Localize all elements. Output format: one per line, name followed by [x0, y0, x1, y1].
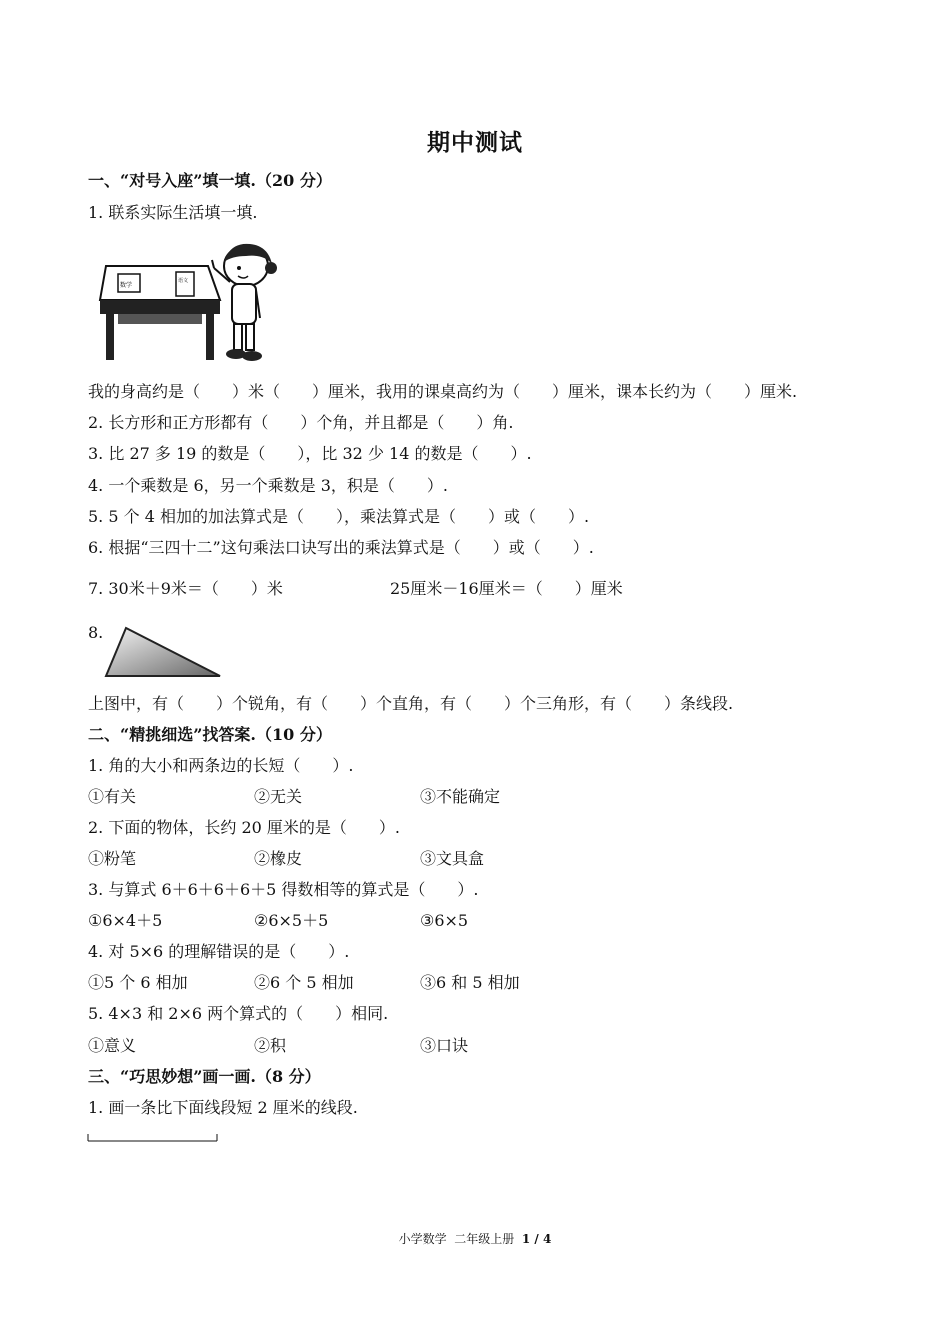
question-1-1: 1. 联系实际生活填一填. [88, 203, 258, 222]
reference-line-segment [86, 1132, 222, 1144]
question-2-3: 3. 与算式 6＋6＋6＋6＋5 得数相等的算式是（ ）. [88, 880, 479, 899]
desk-book-left: 数学 [120, 282, 133, 289]
question-2-1: 1. 角的大小和两条边的长短（ ）. [88, 756, 354, 775]
question-1-4: 4. 一个乘数是 6，另一个乘数是 3，积是（ ）. [88, 476, 448, 495]
question-1-5: 5. 5 个 4 相加的加法算式是（ ），乘法算式是（ ）或（ ）. [88, 507, 590, 526]
option-2-5-c: ③口诀 [420, 1036, 469, 1055]
option-2-3-b: ②6×5＋5 [254, 911, 329, 930]
question-1-7b: 25厘米－16厘米＝（ ）厘米 [390, 579, 623, 598]
page-footer [0, 1230, 950, 1247]
option-2-3-a: ①6×4＋5 [88, 911, 163, 930]
question-1-8-number: 8. [88, 623, 104, 642]
question-1-7a: 7. 30米＋9米＝（ ）米 [88, 579, 283, 598]
page-title: 期中测试 [427, 129, 523, 156]
option-2-4-b: ②6 个 5 相加 [254, 973, 354, 992]
option-2-1-b: ②无关 [254, 787, 303, 806]
question-2-2: 2. 下面的物体，长约 20 厘米的是（ ）. [88, 818, 400, 837]
option-2-1-a: ①有关 [88, 787, 137, 806]
question-2-4: 4. 对 5×6 的理解错误的是（ ）. [88, 942, 350, 961]
footer-page-number: 1 / 4 [521, 1232, 552, 1246]
option-2-2-c: ③文具盒 [420, 849, 485, 868]
option-2-4-c: ③6 和 5 相加 [420, 973, 520, 992]
desk-girl-illustration [96, 238, 286, 368]
footer-subject: 小学数学 二年级上册 [398, 1232, 522, 1246]
question-1-2: 2. 长方形和正方形都有（ ）个角，并且都是（ ）角. [88, 413, 514, 432]
section3-heading: 三、“巧思妙想”画一画.（8 分） [88, 1067, 321, 1086]
option-2-1-c: ③不能确定 [420, 787, 501, 806]
desk-book-right: 语文 [178, 278, 189, 284]
option-2-2-a: ①粉笔 [88, 849, 137, 868]
option-2-5-b: ②积 [254, 1036, 287, 1055]
triangle-figure [104, 626, 224, 680]
question-1-8-text: 上图中，有（ ）个锐角，有（ ）个直角，有（ ）个三角形，有（ ）条线段. [88, 694, 734, 713]
question-1-1-text: 我的身高约是（ ）米（ ）厘米，我用的课桌高约为（ ）厘米，课本长约为（ ）厘米. [88, 382, 798, 401]
option-2-4-a: ①5 个 6 相加 [88, 973, 188, 992]
question-3-1: 1. 画一条比下面线段短 2 厘米的线段. [88, 1098, 358, 1117]
section2-heading: 二、“精挑细选”找答案.（10 分） [88, 725, 332, 744]
question-2-5: 5. 4×3 和 2×6 两个算式的（ ）相同. [88, 1004, 389, 1023]
option-2-5-a: ①意义 [88, 1036, 137, 1055]
section1-heading: 一、“对号入座”填一填.（20 分） [88, 171, 332, 190]
question-1-3: 3. 比 27 多 19 的数是（ ），比 32 少 14 的数是（ ）. [88, 444, 532, 463]
question-1-6: 6. 根据“三四十二”这句乘法口诀写出的乘法算式是（ ）或（ ）. [88, 538, 594, 557]
option-2-2-b: ②橡皮 [254, 849, 303, 868]
option-2-3-c: ③6×5 [420, 911, 469, 930]
